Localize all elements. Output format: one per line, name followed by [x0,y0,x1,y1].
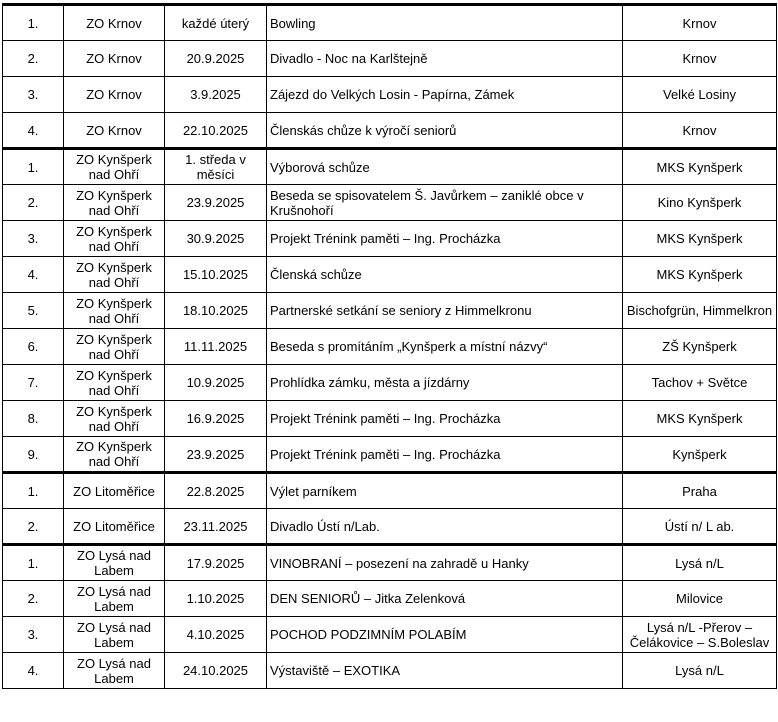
organization: ZO Kynšperk nad Ohří [64,221,165,257]
event-place: Kino Kynšperk [623,185,777,221]
table-row [3,221,777,257]
table-row [3,653,777,689]
row-number: 8. [3,401,64,437]
event-description: Partnerské setkání se seniory z Himmelkronu [267,293,623,329]
event-date: 4.10.2025 [165,617,267,653]
event-date: 16.9.2025 [165,401,267,437]
row-number: 5. [3,293,64,329]
table-row [3,617,777,653]
row-number: 1. [3,545,64,581]
event-place: Lysá n/L [623,545,777,581]
event-description: Projekt Trénink paměti – Ing. Procházka [267,221,623,257]
event-place: Velké Losiny [623,77,777,113]
event-date: 15.10.2025 [165,257,267,293]
row-number: 9. [3,437,64,473]
event-date: 30.9.2025 [165,221,267,257]
table-row [3,473,777,509]
event-description: Výlet parníkem [267,473,623,509]
event-date: 18.10.2025 [165,293,267,329]
organization: ZO Lysá nad Labem [64,545,165,581]
events-table [2,3,777,689]
event-description: Projekt Trénink paměti – Ing. Procházka [267,437,623,473]
row-number: 3. [3,617,64,653]
event-description: Divadlo - Noc na Karlštejně [267,41,623,77]
event-date: 22.8.2025 [165,473,267,509]
event-date: 1. středa v měsíci [165,149,267,185]
event-place: Krnov [623,5,777,41]
event-place: Milovice [623,581,777,617]
organization: ZO Krnov [64,113,165,149]
event-place: Lysá n/L -Přerov – Čelákovice – S.Boleslav [623,617,777,653]
event-description: Členskás chůze k výročí seniorů [267,113,623,149]
event-date: 10.9.2025 [165,365,267,401]
event-description: Výstaviště – EXOTIKA [267,653,623,689]
row-number: 3. [3,221,64,257]
event-place: Bischofgrün, Himmelkron [623,293,777,329]
event-description: Beseda se spisovatelem Š. Javůrkem – zaniklé obce v Krušnohoří [267,185,623,221]
organization: ZO Litoměřice [64,473,165,509]
organization: ZO Kynšperk nad Ohří [64,293,165,329]
event-description: Prohlídka zámku, města a jízdárny [267,365,623,401]
event-date: 1.10.2025 [165,581,267,617]
event-description: Členská schůze [267,257,623,293]
organization: ZO Litoměřice [64,509,165,545]
event-description: Zájezd do Velkých Losin - Papírna, Zámek [267,77,623,113]
event-place: Krnov [623,41,777,77]
organization: ZO Kynšperk nad Ohří [64,437,165,473]
event-date: 23.11.2025 [165,509,267,545]
row-number: 2. [3,509,64,545]
event-date: 24.10.2025 [165,653,267,689]
row-number: 7. [3,365,64,401]
row-number: 1. [3,5,64,41]
row-number: 2. [3,185,64,221]
table-row [3,149,777,185]
event-date: 3.9.2025 [165,77,267,113]
event-place: ZŠ Kynšperk [623,329,777,365]
table-row [3,509,777,545]
event-date: 20.9.2025 [165,41,267,77]
event-date: 17.9.2025 [165,545,267,581]
table-row [3,401,777,437]
table-row [3,581,777,617]
event-date: 23.9.2025 [165,185,267,221]
table-row [3,545,777,581]
event-description: VINOBRANÍ – posezení na zahradě u Hanky [267,545,623,581]
event-place: Tachov + Světce [623,365,777,401]
table-row [3,329,777,365]
event-place: MKS Kynšperk [623,149,777,185]
organization: ZO Lysá nad Labem [64,653,165,689]
event-description: Bowling [267,5,623,41]
row-number: 2. [3,41,64,77]
table-row [3,185,777,221]
organization: ZO Krnov [64,41,165,77]
row-number: 4. [3,653,64,689]
organization: ZO Kynšperk nad Ohří [64,257,165,293]
organization: ZO Kynšperk nad Ohří [64,401,165,437]
event-place: MKS Kynšperk [623,221,777,257]
organization: ZO Lysá nad Labem [64,617,165,653]
event-place: Lysá n/L [623,653,777,689]
table-row [3,77,777,113]
row-number: 6. [3,329,64,365]
organization: ZO Kynšperk nad Ohří [64,365,165,401]
row-number: 4. [3,113,64,149]
event-date: 22.10.2025 [165,113,267,149]
event-place: MKS Kynšperk [623,257,777,293]
row-number: 4. [3,257,64,293]
row-number: 2. [3,581,64,617]
organization: ZO Krnov [64,77,165,113]
organization: ZO Kynšperk nad Ohří [64,185,165,221]
event-place: Kynšperk [623,437,777,473]
event-place: Ústí n/ L ab. [623,509,777,545]
row-number: 1. [3,149,64,185]
table-row [3,437,777,473]
organization: ZO Kynšperk nad Ohří [64,149,165,185]
organization: ZO Krnov [64,5,165,41]
organization: ZO Lysá nad Labem [64,581,165,617]
event-place: Praha [623,473,777,509]
table-row [3,41,777,77]
event-place: Krnov [623,113,777,149]
event-description: Beseda s promítáním „Kynšperk a místní názvy“ [267,329,623,365]
table-row [3,113,777,149]
row-number: 1. [3,473,64,509]
event-description: Divadlo Ústí n/Lab. [267,509,623,545]
table-row [3,365,777,401]
table-row [3,5,777,41]
event-date: každé úterý [165,5,267,41]
event-description: Projekt Trénink paměti – Ing. Procházka [267,401,623,437]
table-row [3,293,777,329]
event-date: 23.9.2025 [165,437,267,473]
event-description: POCHOD PODZIMNÍM POLABÍM [267,617,623,653]
table-row [3,257,777,293]
event-description: Výborová schůze [267,149,623,185]
event-description: DEN SENIORŮ – Jitka Zelenková [267,581,623,617]
event-date: 11.11.2025 [165,329,267,365]
event-place: MKS Kynšperk [623,401,777,437]
row-number: 3. [3,77,64,113]
organization: ZO Kynšperk nad Ohří [64,329,165,365]
